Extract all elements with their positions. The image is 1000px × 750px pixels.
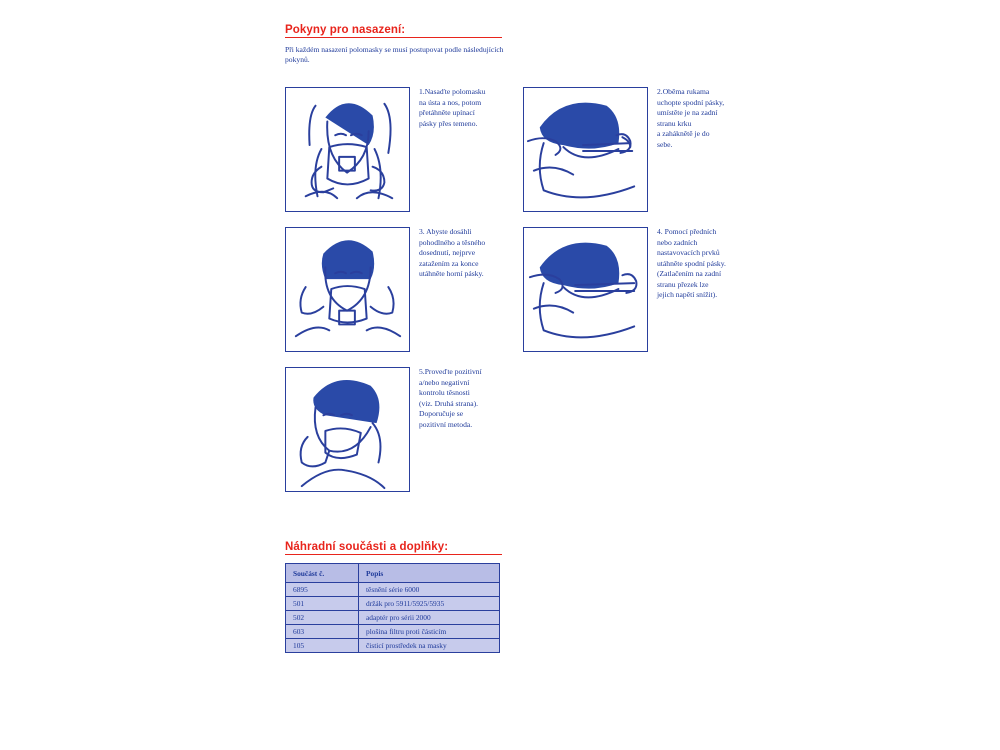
part-number-cell: 502	[286, 611, 359, 625]
part-number-cell: 105	[286, 639, 359, 653]
description-cell: těsnění série 6000	[359, 583, 500, 597]
table-row	[286, 597, 500, 611]
intro-text: Při každém nasazení polomasky se musí postupovat podle následujících pokynů.	[285, 45, 504, 64]
table-header-row	[286, 564, 500, 583]
part-number-cell: 501	[286, 597, 359, 611]
title-underline	[285, 37, 502, 38]
step-3-illustration	[285, 227, 410, 352]
parts-title-underline	[285, 554, 502, 555]
description-cell: plošina filtru proti částicím	[359, 625, 500, 639]
step-2-illustration	[523, 87, 648, 212]
part-number-cell: 6895	[286, 583, 359, 597]
parts-title: Náhradní součásti a doplňky:	[285, 541, 449, 553]
column-header-part-number: Součást č.	[286, 564, 359, 583]
column-header-description: Popis	[359, 564, 500, 583]
description-cell: adaptér pro sérii 2000	[359, 611, 500, 625]
step-5-illustration	[285, 367, 410, 492]
step-2-text: 2.Oběma rukama uchopte spodní pásky, umístěte je na zadní stranu krku a zaháknětě je do sebe.	[657, 87, 725, 149]
step-1-illustration	[285, 87, 410, 212]
table-row	[286, 583, 500, 597]
table-row	[286, 625, 500, 639]
table-row	[286, 639, 500, 653]
step-3-text: 3. Abyste dosáhli pohodlného a těsného dosednutí, nejprve zatažením za konce utáhněte horní pásky.	[419, 227, 486, 278]
part-number-cell: 603	[286, 625, 359, 639]
step-4-illustration	[523, 227, 648, 352]
step-4-text: 4. Pomocí předních nebo zadních nastavovacích prvků utáhněte spodní pásky. (Zatlačením na zadní stranu přezek lze jejich napětí snížit).	[657, 227, 726, 299]
table-row	[286, 611, 500, 625]
parts-table	[285, 563, 500, 653]
step-5-text: 5.Proveďte pozitivní a/nebo negativní kontrolu těsnosti (viz. Druhá strana). Doporučuje se pozitivní metoda.	[419, 367, 482, 429]
instructions-title: Pokyny pro nasazení:	[285, 24, 406, 36]
description-cell: čisticí prostředek na masky	[359, 639, 500, 653]
step-1-text: 1.Nasaďte polomasku na ústa a nos, potom přetáhněte upínací pásky přes temeno.	[419, 87, 486, 128]
description-cell: držák pro 5911/5925/5935	[359, 597, 500, 611]
